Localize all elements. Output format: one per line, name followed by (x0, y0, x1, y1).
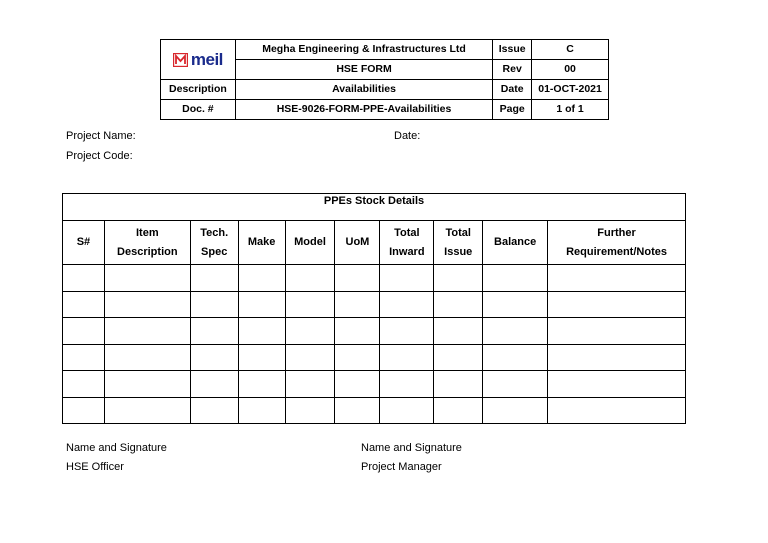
table-cell[interactable] (434, 291, 483, 318)
table-cell[interactable] (380, 397, 434, 424)
table-cell[interactable] (335, 318, 380, 345)
table-cell[interactable] (380, 318, 434, 345)
column-header (285, 221, 335, 265)
table-cell[interactable] (434, 265, 483, 292)
page-label: Page (493, 100, 532, 120)
issue-label: Issue (493, 40, 532, 60)
table-cell[interactable] (483, 371, 548, 398)
meil-logo-icon (173, 53, 188, 67)
table-cell[interactable] (238, 291, 285, 318)
table-cell[interactable] (63, 397, 105, 424)
table-cell[interactable] (238, 397, 285, 424)
column-header-text: Inward (389, 245, 425, 258)
column-header-text: Total (445, 226, 471, 239)
table-cell[interactable] (285, 265, 335, 292)
document-header-table (160, 39, 609, 120)
description-label: Description (161, 80, 236, 100)
project-code-label: Project Code: (66, 150, 133, 162)
table-cell[interactable] (380, 344, 434, 371)
table-row (63, 291, 686, 318)
table-cell[interactable] (483, 344, 548, 371)
table-cell[interactable] (483, 291, 548, 318)
column-header-text: Issue (444, 245, 473, 258)
table-cell[interactable] (104, 265, 190, 292)
table-cell[interactable] (548, 371, 686, 398)
table-cell[interactable] (63, 318, 105, 345)
logo-cell (161, 40, 236, 80)
column-header (483, 221, 548, 265)
column-header (335, 221, 380, 265)
logo-text: meil (190, 50, 223, 69)
table-cell[interactable] (285, 371, 335, 398)
table-row (63, 344, 686, 371)
hse-officer-label: HSE Officer (66, 461, 124, 473)
table-cell[interactable] (335, 265, 380, 292)
rev-label: Rev (493, 60, 532, 80)
table-cell[interactable] (238, 265, 285, 292)
column-header-text: S# (76, 236, 91, 248)
table-cell[interactable] (483, 397, 548, 424)
table-cell[interactable] (335, 397, 380, 424)
table-cell[interactable] (104, 371, 190, 398)
table-cell[interactable] (285, 291, 335, 318)
project-manager-label: Project Manager (361, 461, 442, 473)
rev-value: 00 (532, 60, 609, 80)
company-name: Megha Engineering & Infrastructures Ltd (235, 40, 492, 60)
form-name: HSE FORM (235, 60, 492, 80)
column-header-text: UoM (345, 236, 370, 248)
table-cell[interactable] (63, 265, 105, 292)
table-cell[interactable] (104, 344, 190, 371)
table-cell[interactable] (190, 371, 238, 398)
pm-signature-label: Name and Signature (361, 442, 462, 454)
hse-signature-label: Name and Signature (66, 442, 167, 454)
table-row (63, 397, 686, 424)
table-cell[interactable] (63, 371, 105, 398)
table-cell[interactable] (285, 318, 335, 345)
date-label: Date (493, 80, 532, 100)
column-header-text: Further (597, 226, 636, 239)
table-cell[interactable] (548, 397, 686, 424)
table-cell[interactable] (335, 371, 380, 398)
table-cell[interactable] (380, 291, 434, 318)
table-cell[interactable] (285, 344, 335, 371)
table-cell[interactable] (190, 291, 238, 318)
table-cell[interactable] (190, 344, 238, 371)
description-value: Availabilities (235, 80, 492, 100)
column-header (63, 221, 105, 265)
table-cell[interactable] (548, 318, 686, 345)
column-header-text: Requirement/Notes (566, 245, 667, 258)
table-cell[interactable] (335, 291, 380, 318)
table-cell[interactable] (238, 344, 285, 371)
column-header (434, 221, 483, 265)
column-header (104, 221, 190, 265)
table-row (63, 318, 686, 345)
column-header-text: Description (117, 245, 178, 258)
table-cell[interactable] (238, 318, 285, 345)
column-header-text: Total (394, 226, 420, 239)
column-header (548, 221, 686, 265)
column-header-text: Spec (201, 245, 228, 258)
column-header (190, 221, 238, 265)
table-cell[interactable] (63, 291, 105, 318)
table-title: PPEs Stock Details (63, 194, 686, 221)
table-cell[interactable] (104, 291, 190, 318)
table-cell[interactable] (434, 344, 483, 371)
column-header-text: Make (247, 236, 276, 248)
column-header-text: Tech. (200, 226, 229, 239)
ppe-stock-table (62, 193, 686, 424)
doc-value: HSE-9026-FORM-PPE-Availabilities (235, 100, 492, 120)
table-cell[interactable] (483, 318, 548, 345)
column-header-text: Model (294, 236, 326, 248)
table-cell[interactable] (190, 397, 238, 424)
table-cell[interactable] (285, 397, 335, 424)
table-cell[interactable] (190, 265, 238, 292)
date-field-label: Date: (394, 130, 421, 142)
table-cell[interactable] (335, 344, 380, 371)
column-header (380, 221, 434, 265)
table-row (63, 371, 686, 398)
table-cell[interactable] (104, 318, 190, 345)
table-cell[interactable] (380, 371, 434, 398)
table-cell[interactable] (434, 397, 483, 424)
table-cell[interactable] (434, 371, 483, 398)
column-header (238, 221, 285, 265)
date-value: 01-OCT-2021 (532, 80, 609, 100)
table-cell[interactable] (63, 344, 105, 371)
table-cell[interactable] (548, 291, 686, 318)
project-name-label: Project Name: (66, 130, 136, 142)
column-header-text: Balance (494, 236, 537, 248)
table-cell[interactable] (548, 265, 686, 292)
column-header-text: Item (136, 226, 159, 239)
doc-label: Doc. # (161, 100, 236, 120)
table-cell[interactable] (104, 397, 190, 424)
table-cell[interactable] (380, 265, 434, 292)
issue-value: C (532, 40, 609, 60)
table-cell[interactable] (434, 318, 483, 345)
table-cell[interactable] (238, 371, 285, 398)
table-cell[interactable] (190, 318, 238, 345)
page-value: 1 of 1 (532, 100, 609, 120)
table-cell[interactable] (548, 344, 686, 371)
table-row (63, 265, 686, 292)
table-cell[interactable] (483, 265, 548, 292)
